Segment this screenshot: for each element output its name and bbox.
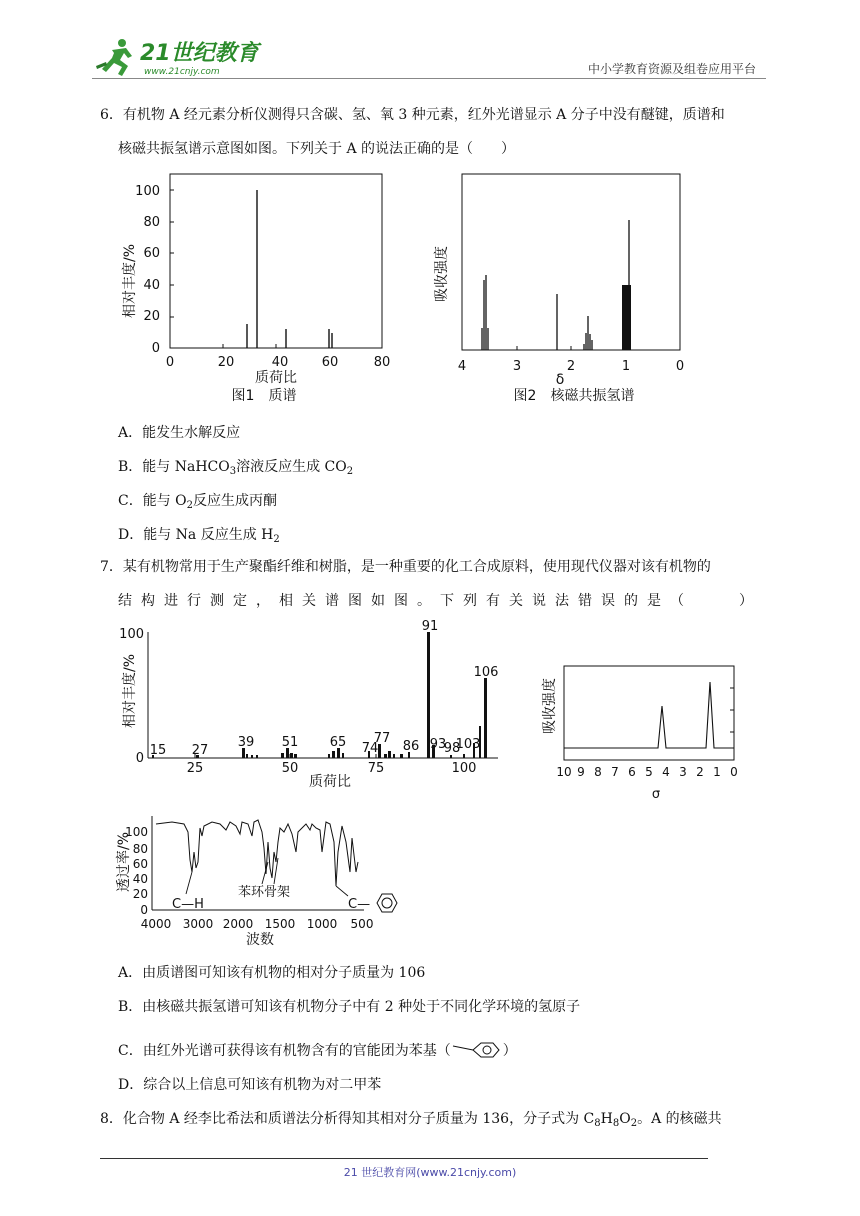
q7-line1: 7．某有机物常用于生产聚酯纤维和树脂，是一种重要的化工合成原料，使用现代仪器对该有机物的 [100,559,711,575]
svg-text:500: 500 [350,917,374,931]
q6-option-d: D．能与 Na 反应生成 $H_2$ [118,527,280,545]
svg-text:60: 60 [321,355,339,370]
svg-text:3: 3 [512,359,522,374]
q7-nmr-spectrum [536,664,746,804]
svg-text:0: 0 [730,765,738,779]
svg-text:0: 0 [675,359,685,374]
svg-text:40: 40 [132,872,148,886]
logo-text: 21世纪教育 [140,41,259,66]
svg-text:74: 74 [361,741,379,756]
svg-text:86: 86 [402,739,420,754]
svg-text:65: 65 [329,735,347,750]
svg-text:27: 27 [191,743,209,758]
phenyl-icon [451,1040,503,1060]
svg-text:20: 20 [217,355,235,370]
svg-text:3000: 3000 [182,917,214,931]
svg-text:91: 91 [421,619,439,634]
svg-text:40: 40 [271,355,289,370]
svg-text:4000: 4000 [140,917,172,931]
svg-text:50: 50 [281,761,299,776]
header-platform-text: 中小学教育资源及组卷应用平台 [587,62,756,76]
ms2-ylabel: 相对丰度/% [122,653,138,728]
ir-xticks [141,917,374,931]
svg-text:4: 4 [457,359,467,374]
ir-label-ring: 苯环骨架 [238,885,291,900]
svg-text:1000: 1000 [306,917,338,931]
nmr1-xlabel: δ [555,372,565,388]
q7-option-a: A．由质谱图可知该有机物的相对分子质量为 106 [118,965,426,981]
svg-text:0: 0 [135,751,144,766]
svg-text:20: 20 [132,887,148,901]
q7-option-c: C．由红外光谱可获得该有机物含有的官能团为苯基（ ） [118,1040,517,1060]
ms2-xlabel: 质荷比 [309,774,351,788]
nmr1-caption: 图2 核磁共振氢谱 [513,388,635,404]
svg-text:0: 0 [151,341,160,356]
svg-text:10: 10 [556,765,572,779]
nmr1-ylabel: 吸收强度 [434,246,450,302]
q7-line2: 结构进行测定，相关谱图如图。下列有关说法错误的是（ ） [118,593,762,609]
logo-url: www.21cnjy.com [144,67,220,77]
nmr2-ylabel: 吸收强度 [542,678,558,734]
svg-text:80: 80 [132,842,148,856]
ms1-peaks [247,190,332,348]
svg-text:103: 103 [455,737,481,752]
svg-text:9: 9 [577,765,585,779]
svg-text:60: 60 [132,857,148,871]
q7-option-d: D．综合以上信息可知该有机物为对二甲苯 [118,1077,382,1093]
ir-label-c: C— [348,897,371,912]
ir-xlabel: 波数 [246,932,274,948]
runner-icon [96,39,132,76]
svg-text:51: 51 [281,735,299,750]
nmr1-peaks [482,220,629,350]
nmr2-trace [564,682,734,748]
svg-text:40: 40 [143,278,160,293]
svg-text:2000: 2000 [222,917,254,931]
svg-text:100: 100 [451,761,477,776]
ir-ylabel: 透过率/% [116,831,132,892]
q6-option-b: B．能与 NaHCO$_3$溶液反应生成 $CO_2$ [118,459,354,477]
svg-text:15: 15 [149,743,167,758]
svg-text:7: 7 [611,765,619,779]
header-divider [92,78,766,79]
svg-text:0: 0 [140,903,148,917]
svg-text:106: 106 [473,665,499,680]
nmr2-xticks [556,765,737,779]
svg-text:93: 93 [429,737,447,752]
q6-line1: 6．有机物 A 经元素分析仪测得只含碳、氢、氧 3 种元素，红外光谱显示 A 分子中没有醚键，质谱和 [100,107,725,123]
svg-text:4: 4 [662,765,670,779]
ir-label-ch: C—H [172,897,204,912]
ir-trace [156,820,358,886]
ms1-xlabel: 质荷比 [255,370,297,386]
svg-text:20: 20 [143,309,160,324]
svg-text:100: 100 [135,184,160,199]
svg-text:60: 60 [143,246,160,261]
svg-text:0: 0 [165,355,175,370]
svg-text:39: 39 [237,735,255,750]
svg-text:100: 100 [125,825,148,839]
svg-text:75: 75 [367,761,385,776]
ms1-frame [170,174,382,348]
ms1-caption: 图1 质谱 [231,388,297,404]
site-logo [92,36,262,80]
footer-divider [100,1158,708,1159]
svg-text:8: 8 [594,765,602,779]
svg-text:6: 6 [628,765,636,779]
svg-text:1: 1 [713,765,721,779]
nmr1-block-peak [622,285,631,350]
q6-option-c: C．能与 $O_2$反应生成丙酮 [118,493,278,511]
q6-mass-spectrum [112,168,412,408]
q6-line2: 核磁共振氢谱示意图如图。下列关于 A 的说法正确的是（ ） [118,141,516,157]
benzene-ring-icon [377,894,397,912]
svg-text:2: 2 [566,359,576,374]
q6-option-a: A．能发生水解反应 [118,425,241,441]
nmr1-xticks [458,359,684,374]
svg-text:100: 100 [119,627,144,642]
footer-link[interactable]: 21 世纪教育网(www.21cnjy.com) [343,1166,517,1179]
svg-text:3: 3 [679,765,687,779]
ms2-peak-labels [150,619,499,758]
svg-text:77: 77 [373,731,391,746]
svg-text:5: 5 [645,765,653,779]
q7-ir-spectrum [112,812,412,950]
svg-text:80: 80 [143,215,160,230]
q7-option-b: B．由核磁共振氢谱可知该有机物分子中有 2 种处于不同化学环境的氢原子 [118,999,581,1015]
svg-text:2: 2 [696,765,704,779]
svg-text:25: 25 [186,761,204,776]
ms1-ylabel: 相对丰度/% [122,243,138,318]
nmr2-xlabel: σ [651,787,661,802]
svg-text:1500: 1500 [264,917,296,931]
ms1-yticks [135,184,160,356]
q6-nmr-spectrum [424,168,704,408]
ms1-xticks [166,355,390,370]
svg-text:1: 1 [621,359,631,374]
q8-line1: 8．化合物 A 经李比希法和质谱法分析得知其相对分子质量为 136，分子式为 $C_8H_8O_2$。A 的核磁共 [100,1111,722,1129]
q7-mass-spectrum [118,618,502,788]
svg-text:98: 98 [443,741,461,756]
svg-text:80: 80 [373,355,391,370]
